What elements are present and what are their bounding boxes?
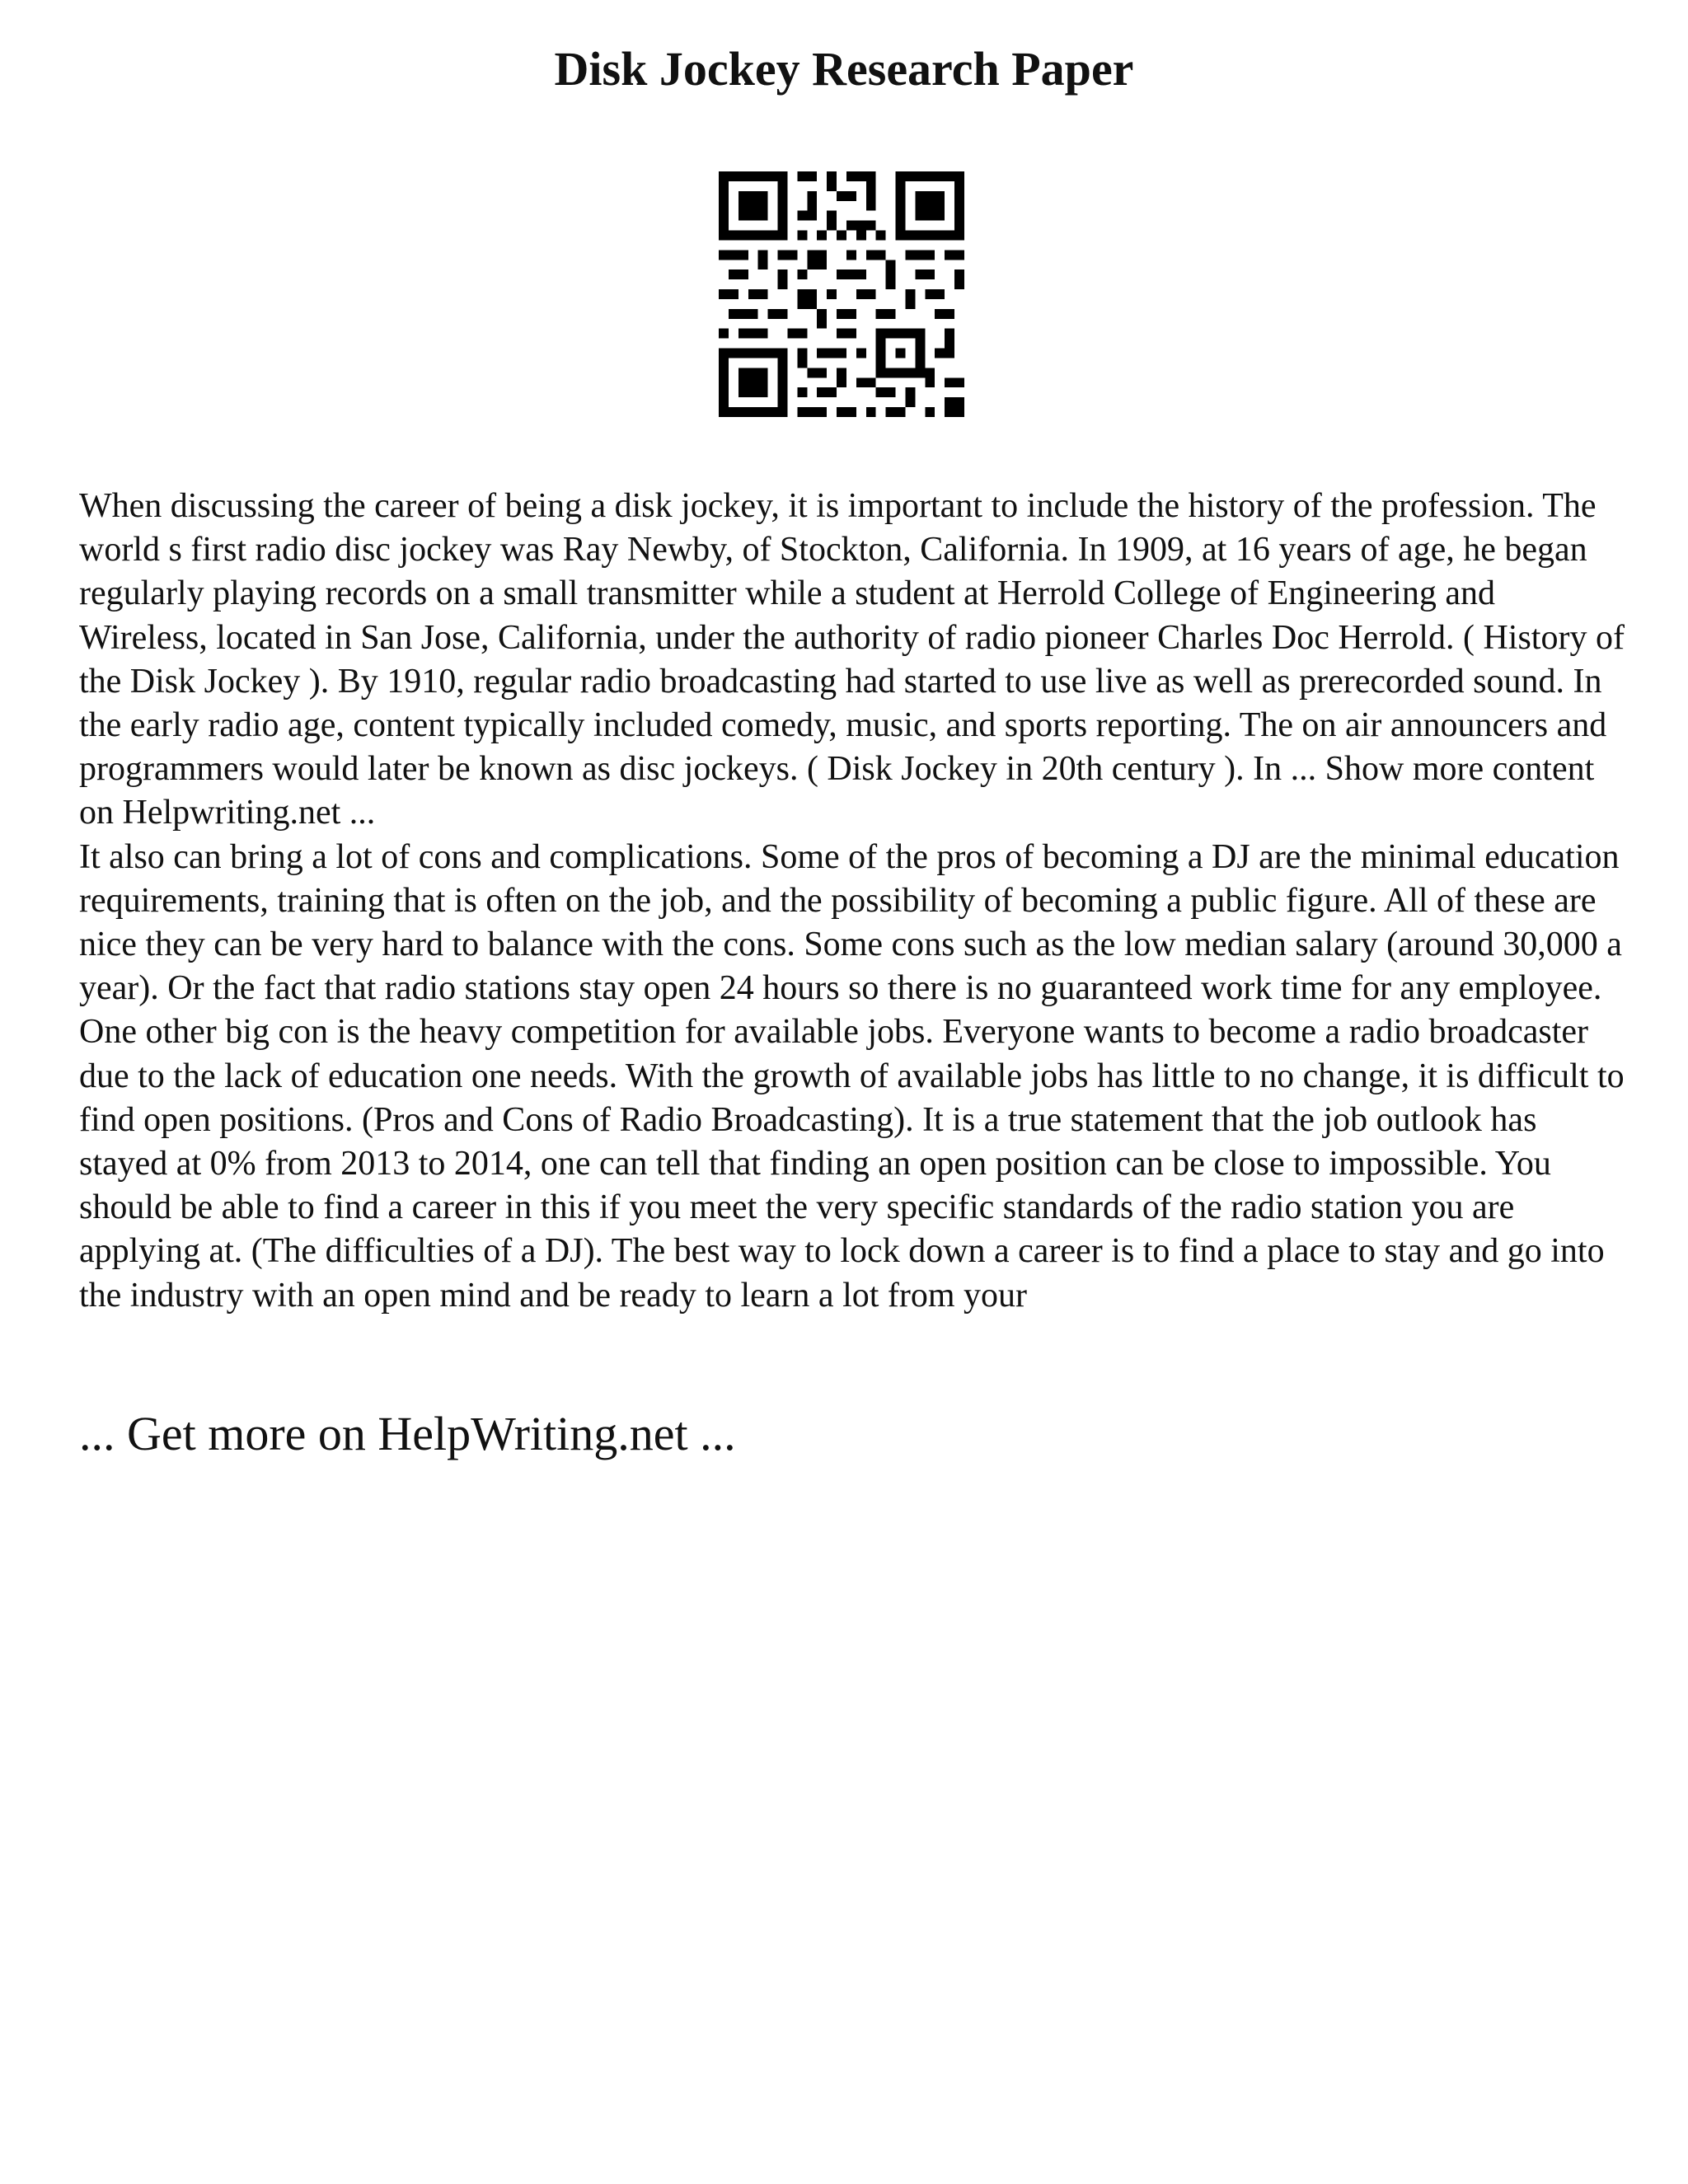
paragraph: It also can bring a lot of cons and complications. Some of the pros of becoming a DJ are the minimal education requirements, training that is often on the job, and the possibility of becoming a public figure. All of these are nice they can be very hard to balance with the cons. Some cons such as the low median salary (around 30,000 a year). Or the fact that radio stations stay open 24 hours so there is no guaranteed work time for any employee. One other big con is the heavy competition for available jobs. Everyone wants to become a radio broadcaster due to the lack of education one needs. With the growth of available jobs has little to no change, it is difficult to find open positions. (Pros and Cons of Radio Broadcasting). It is a true statement that the job outlook has stayed at 0% from 2013 to 2014, one can tell that finding an open position can be close to impossible. You should be able to find a career in this if you meet the very specific standards of the radio station you are applying at. (The difficulties of a DJ). The best way to lock down a career is to find a place to stay and go into the industry with an open mind and be ready to learn a lot from your [79,837,1625,1315]
get-more-link[interactable]: ... Get more on HelpWriting.net ... [79,1407,736,1460]
article-body [79,485,1625,1318]
page-title: Disk Jockey Research Paper [554,42,1134,96]
paragraph: When discussing the career of being a disk jockey, it is important to include the history of the profession. The world s first radio disc jockey was Ray Newby, of Stockton, California. In 1909, at 16 years of age, he began regularly playing records on a small transmitter while a student at Herrold College of Engineering and Wireless, located in San Jose, California, under the authority of radio pioneer Charles Doc Herrold. ( History of the Disk Jockey ). By 1910, regular radio broadcasting had started to use live as well as prerecorded sound. In the early radio age, content typically included comedy, music, and sports reporting. The on air announcers and programmers would later be known as disc jockeys. ( Disk Jockey in 20th century ). In ... Show more content on Helpwriting.net ... [79,487,1625,832]
qr-code-icon[interactable] [719,171,964,417]
